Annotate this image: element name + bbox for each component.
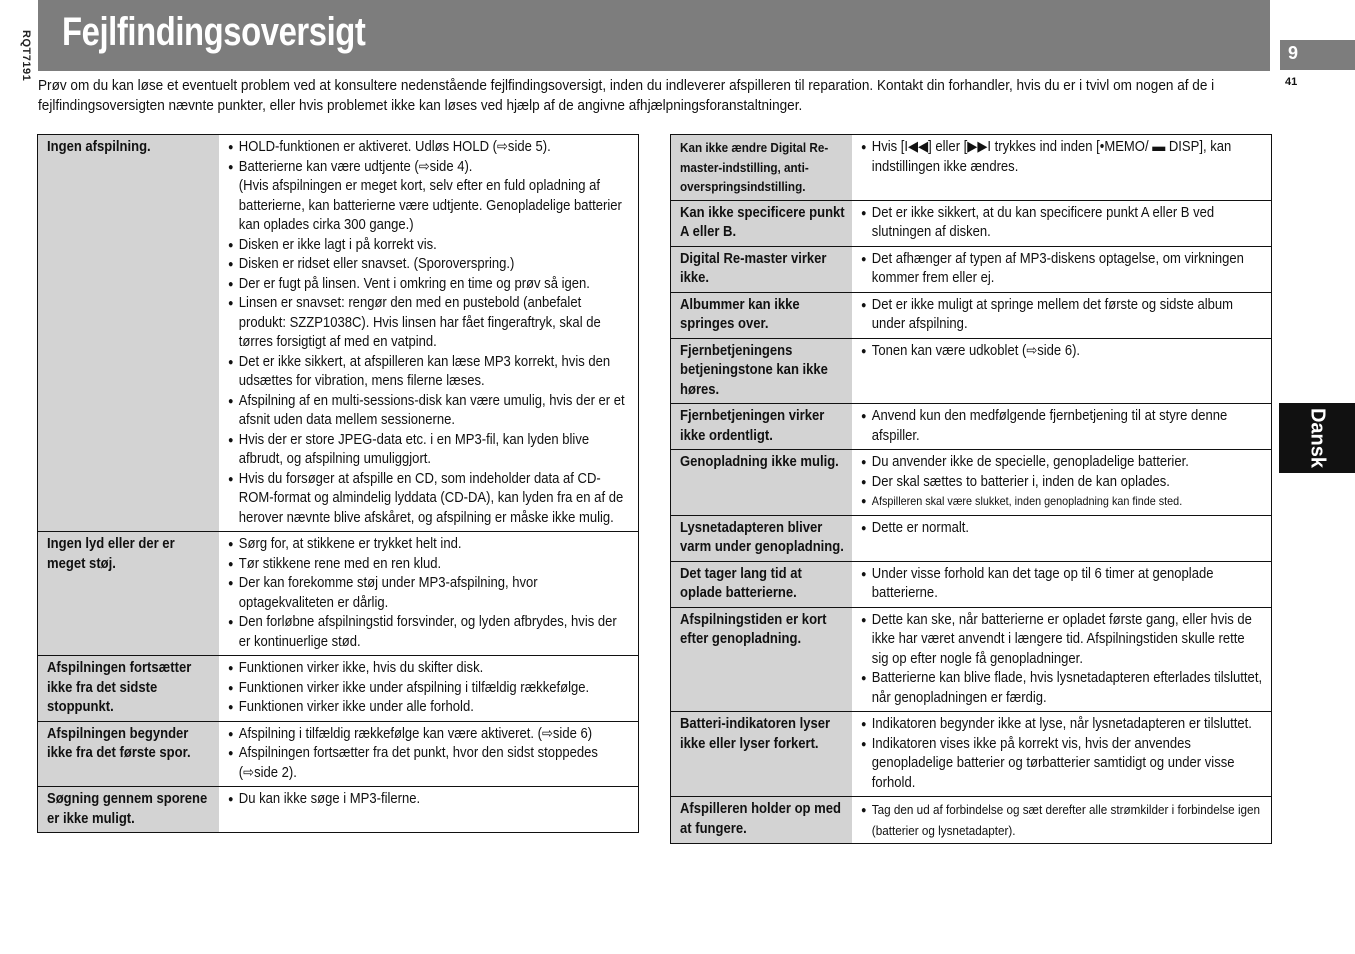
solution-bullet: ● Afspilning af en multi-sessions-disk kan være umulig, hvis der er et afsnit uden data mellem sessionerne.	[228, 392, 632, 431]
problem-cell	[38, 722, 219, 787]
table-row	[38, 135, 638, 532]
problem-text: Afspilningen fortsætter ikke fra det sidste stoppunkt.	[47, 660, 192, 715]
table-row	[671, 450, 1271, 516]
table-row	[38, 722, 638, 788]
document-code: RQT7191	[20, 30, 32, 82]
solution-bullet: ● Det er ikke sikkert, at afspilleren kan læse MP3 korrekt, hvis den udsættes for vibration, mens filerne læses.	[228, 353, 632, 392]
problem-text: Kan ikke ændre Digital Re-master-indstilling, anti-overspringsindstilling.	[680, 140, 829, 194]
solution-note: (Hvis afspilningen er meget kort, selv efter en fuld opladning af batterierne, kan batterierne være udtjente. Genopladelige batterier kan oplades cirka 300 gange.)	[238, 178, 622, 233]
solution-bullet: ● Hvis du forsøger at afspille en CD, som indeholder data af CD-ROM-format og almindelig lyddata (CD-DA), kan lyden fra en af de herover nævnte blive afskåret, og afspilning er måske ikke mulig.	[228, 470, 632, 529]
troubleshooting-table-right	[670, 134, 1272, 844]
table-row	[38, 532, 638, 656]
solution-cell	[852, 797, 1271, 843]
solution-bullet: ● Det afhænger af typen af MP3-diskens optagelse, om virkningen kommer frem eller ej.	[861, 250, 1265, 289]
solution-cell	[219, 787, 638, 832]
problem-text: Ingen afspilning.	[47, 139, 151, 155]
problem-text: Fjernbetjeningen virker ikke ordentligt.	[680, 408, 825, 444]
table-row	[671, 516, 1271, 562]
problem-cell	[671, 339, 852, 404]
solution-bullet: ● Batterierne kan være udtjente (⇨side 4).	[228, 158, 632, 178]
language-tab	[1279, 403, 1355, 473]
solution-bullet: ● Der er fugt på linsen. Vent i omkring en time og prøv så igen.	[228, 275, 632, 295]
problem-text: Lysnetadapteren bliver varm under genopladning.	[680, 519, 844, 555]
table-row	[671, 404, 1271, 450]
problem-cell	[671, 201, 852, 246]
solution-bullet: ● Dette kan ske, når batterierne er opladet første gang, eller hvis de ikke har været anvendt i længere tid. Afspilningstiden skulle rette sig op efter nogle få genopladninger.	[861, 611, 1265, 670]
troubleshooting-table-left	[37, 134, 639, 833]
solution-cell	[219, 532, 638, 655]
problem-cell	[38, 532, 219, 655]
solution-cell	[852, 450, 1271, 515]
table-row	[38, 656, 638, 722]
table-row	[671, 293, 1271, 339]
solution-bullet: ● Funktionen virker ikke under alle forhold.	[228, 698, 632, 718]
solution-bullet: ● Sørg for, at stikkene er trykket helt ind.	[228, 535, 632, 555]
solution-bullet: ● Tonen kan være udkoblet (⇨side 6).	[861, 342, 1265, 362]
solution-cell	[852, 201, 1271, 246]
problem-text: Genopladning ikke mulig.	[680, 454, 839, 470]
solution-bullet: ● Indikatoren begynder ikke at lyse, når lysnetadapteren er tilsluttet.	[861, 715, 1265, 735]
solution-cell	[852, 608, 1271, 712]
problem-cell	[671, 135, 852, 200]
solution-bullet: ● Under visse forhold kan det tage op til 6 timer at genoplade batterierne.	[861, 565, 1265, 604]
problem-text: Batteri-indikatoren lyser ikke eller lyser forkert.	[680, 716, 831, 752]
problem-cell	[38, 656, 219, 721]
table-row	[671, 712, 1271, 797]
solution-bullet: ● Der kan forekomme støj under MP3-afspilning, hvor optagekvaliteten er dårlig.	[228, 574, 632, 613]
solution-cell	[852, 562, 1271, 607]
solution-bullet: ● Det er ikke sikkert, at du kan specificere punkt A eller B ved slutningen af disken.	[861, 204, 1265, 243]
solution-cell	[852, 404, 1271, 449]
solution-cell	[852, 516, 1271, 561]
solution-cell	[219, 722, 638, 787]
page-title: Fejlfindingsoversigt	[62, 10, 366, 54]
table-row	[671, 608, 1271, 713]
problem-cell	[671, 404, 852, 449]
solution-bullet: ● Hvis [I◀◀] eller [▶▶I trykkes ind inden [•MEMO/ ▬ DISP], kan indstillingen ikke ændres.	[861, 138, 1265, 177]
problem-cell	[38, 787, 219, 832]
solution-bullet: ● Hvis der er store JPEG-data etc. i en MP3-fil, kan lyden blive afbrudt, og afspilning umuliggjort.	[228, 431, 632, 470]
table-row	[671, 135, 1271, 201]
problem-text: Albummer kan ikke springes over.	[680, 296, 800, 332]
problem-text: Afspilningen begynder ikke fra det første spor.	[47, 725, 191, 761]
problem-cell	[671, 516, 852, 561]
problem-cell	[671, 712, 852, 796]
language-tab-label: Dansk	[1306, 407, 1329, 469]
solution-bullet: ● Den forløbne afspilningstid forsvinder, og lyden afbrydes, hvis der er kontinuerlige stød.	[228, 613, 632, 652]
solution-bullet: ● Afspilning i tilfældig rækkefølge kan være aktiveret. (⇨side 6)	[228, 725, 632, 745]
solution-bullet: ● Afspilleren skal være slukket, inden genopladning kan finde sted.	[861, 492, 1265, 512]
solution-cell	[852, 135, 1271, 200]
problem-text: Afspilningstiden er kort efter genopladning.	[680, 611, 827, 647]
solution-bullet: ● Anvend kun den medfølgende fjernbetjening til at styre denne afspiller.	[861, 407, 1265, 446]
problem-text: Det tager lang tid at oplade batterierne.	[680, 565, 802, 601]
table-row	[671, 247, 1271, 293]
table-row	[671, 562, 1271, 608]
page-sub-number: 41	[1285, 76, 1298, 88]
solution-bullet: ● Der skal sættes to batterier i, inden de kan oplades.	[861, 473, 1265, 493]
table-row	[671, 339, 1271, 405]
solution-bullet: ● Tag den ud af forbindelse og sæt derefter alle strømkilder i forbindelse igen (batterier og lysnetadapter).	[861, 800, 1265, 840]
problem-text: Digital Re-master virker ikke.	[680, 250, 827, 286]
intro-paragraph: Prøv om du kan løse et eventuelt problem ved at konsultere nedenstående fejlfindingsoversigt, inden du indleverer afspilleren til reparation. Kontakt din forhandler, hvis du er i tvivl om nogen af de i fejlfindingsoversigten nævnte punkter, eller hvis problemet ikke kan løses ved hjælp af de angivne afhjælpningsforanstaltninger.	[38, 78, 1215, 114]
title-bar	[38, 0, 1270, 71]
solution-cell	[219, 656, 638, 721]
table-row	[38, 787, 638, 832]
solution-bullet: ● Batterierne kan blive flade, hvis lysnetadapteren efterlades tilsluttet, når genopladningen er færdig.	[861, 669, 1265, 708]
solution-bullet: ● Funktionen virker ikke under afspilning i tilfældig rækkefølge.	[228, 679, 632, 699]
solution-bullet: ● HOLD-funktionen er aktiveret. Udløs HOLD (⇨side 5).	[228, 138, 632, 158]
problem-cell	[671, 247, 852, 292]
problem-text: Fjernbetjeningens betjeningstone kan ikke høres.	[680, 342, 828, 398]
problem-cell	[38, 135, 219, 531]
page-number: 9	[1280, 40, 1355, 70]
solution-bullet: ● Du kan ikke søge i MP3-filerne.	[228, 790, 632, 810]
solution-cell	[852, 712, 1271, 796]
solution-bullet: ● Tør stikkene rene med en ren klud.	[228, 555, 632, 575]
solution-cell	[852, 293, 1271, 338]
solution-bullet: ● Funktionen virker ikke, hvis du skifter disk.	[228, 659, 632, 679]
solution-bullet: ● Indikatoren vises ikke på korrekt vis, hvis der anvendes genopladelige batterier og tørbatterier samtidigt og under visse forhold.	[861, 735, 1265, 794]
problem-cell	[671, 450, 852, 515]
solution-bullet: ● Linsen er snavset: rengør den med en pustebold (anbefalet produkt: SZZP1038C). Hvis linsen har fået fingeraftryk, skal de tørres forsigtigt af med en vatpind.	[228, 294, 632, 353]
problem-cell	[671, 608, 852, 712]
table-row	[671, 201, 1271, 247]
solution-cell	[852, 247, 1271, 292]
solution-bullet: ● Afspilningen fortsætter fra det punkt, hvor den sidst stoppedes (⇨side 2).	[228, 744, 632, 783]
problem-text: Kan ikke specificere punkt A eller B.	[680, 204, 845, 240]
solution-bullet: ● Disken er ridset eller snavset. (Sporoverspring.)	[228, 255, 632, 275]
problem-text: Søgning gennem sporene er ikke muligt.	[47, 791, 208, 827]
solution-cell	[852, 339, 1271, 404]
problem-cell	[671, 797, 852, 843]
solution-cell	[219, 135, 638, 531]
problem-text: Ingen lyd eller der er meget støj.	[47, 536, 175, 572]
problem-text: Afspilleren holder op med at fungere.	[680, 801, 841, 837]
solution-bullet: ● Det er ikke muligt at springe mellem det første og sidste album under afspilning.	[861, 296, 1265, 335]
problem-cell	[671, 562, 852, 607]
solution-bullet: ● Dette er normalt.	[861, 519, 1265, 539]
problem-cell	[671, 293, 852, 338]
solution-bullet: ● Disken er ikke lagt i på korrekt vis.	[228, 236, 632, 256]
solution-bullet: ● Du anvender ikke de specielle, genopladelige batterier.	[861, 453, 1265, 473]
table-row	[671, 797, 1271, 843]
